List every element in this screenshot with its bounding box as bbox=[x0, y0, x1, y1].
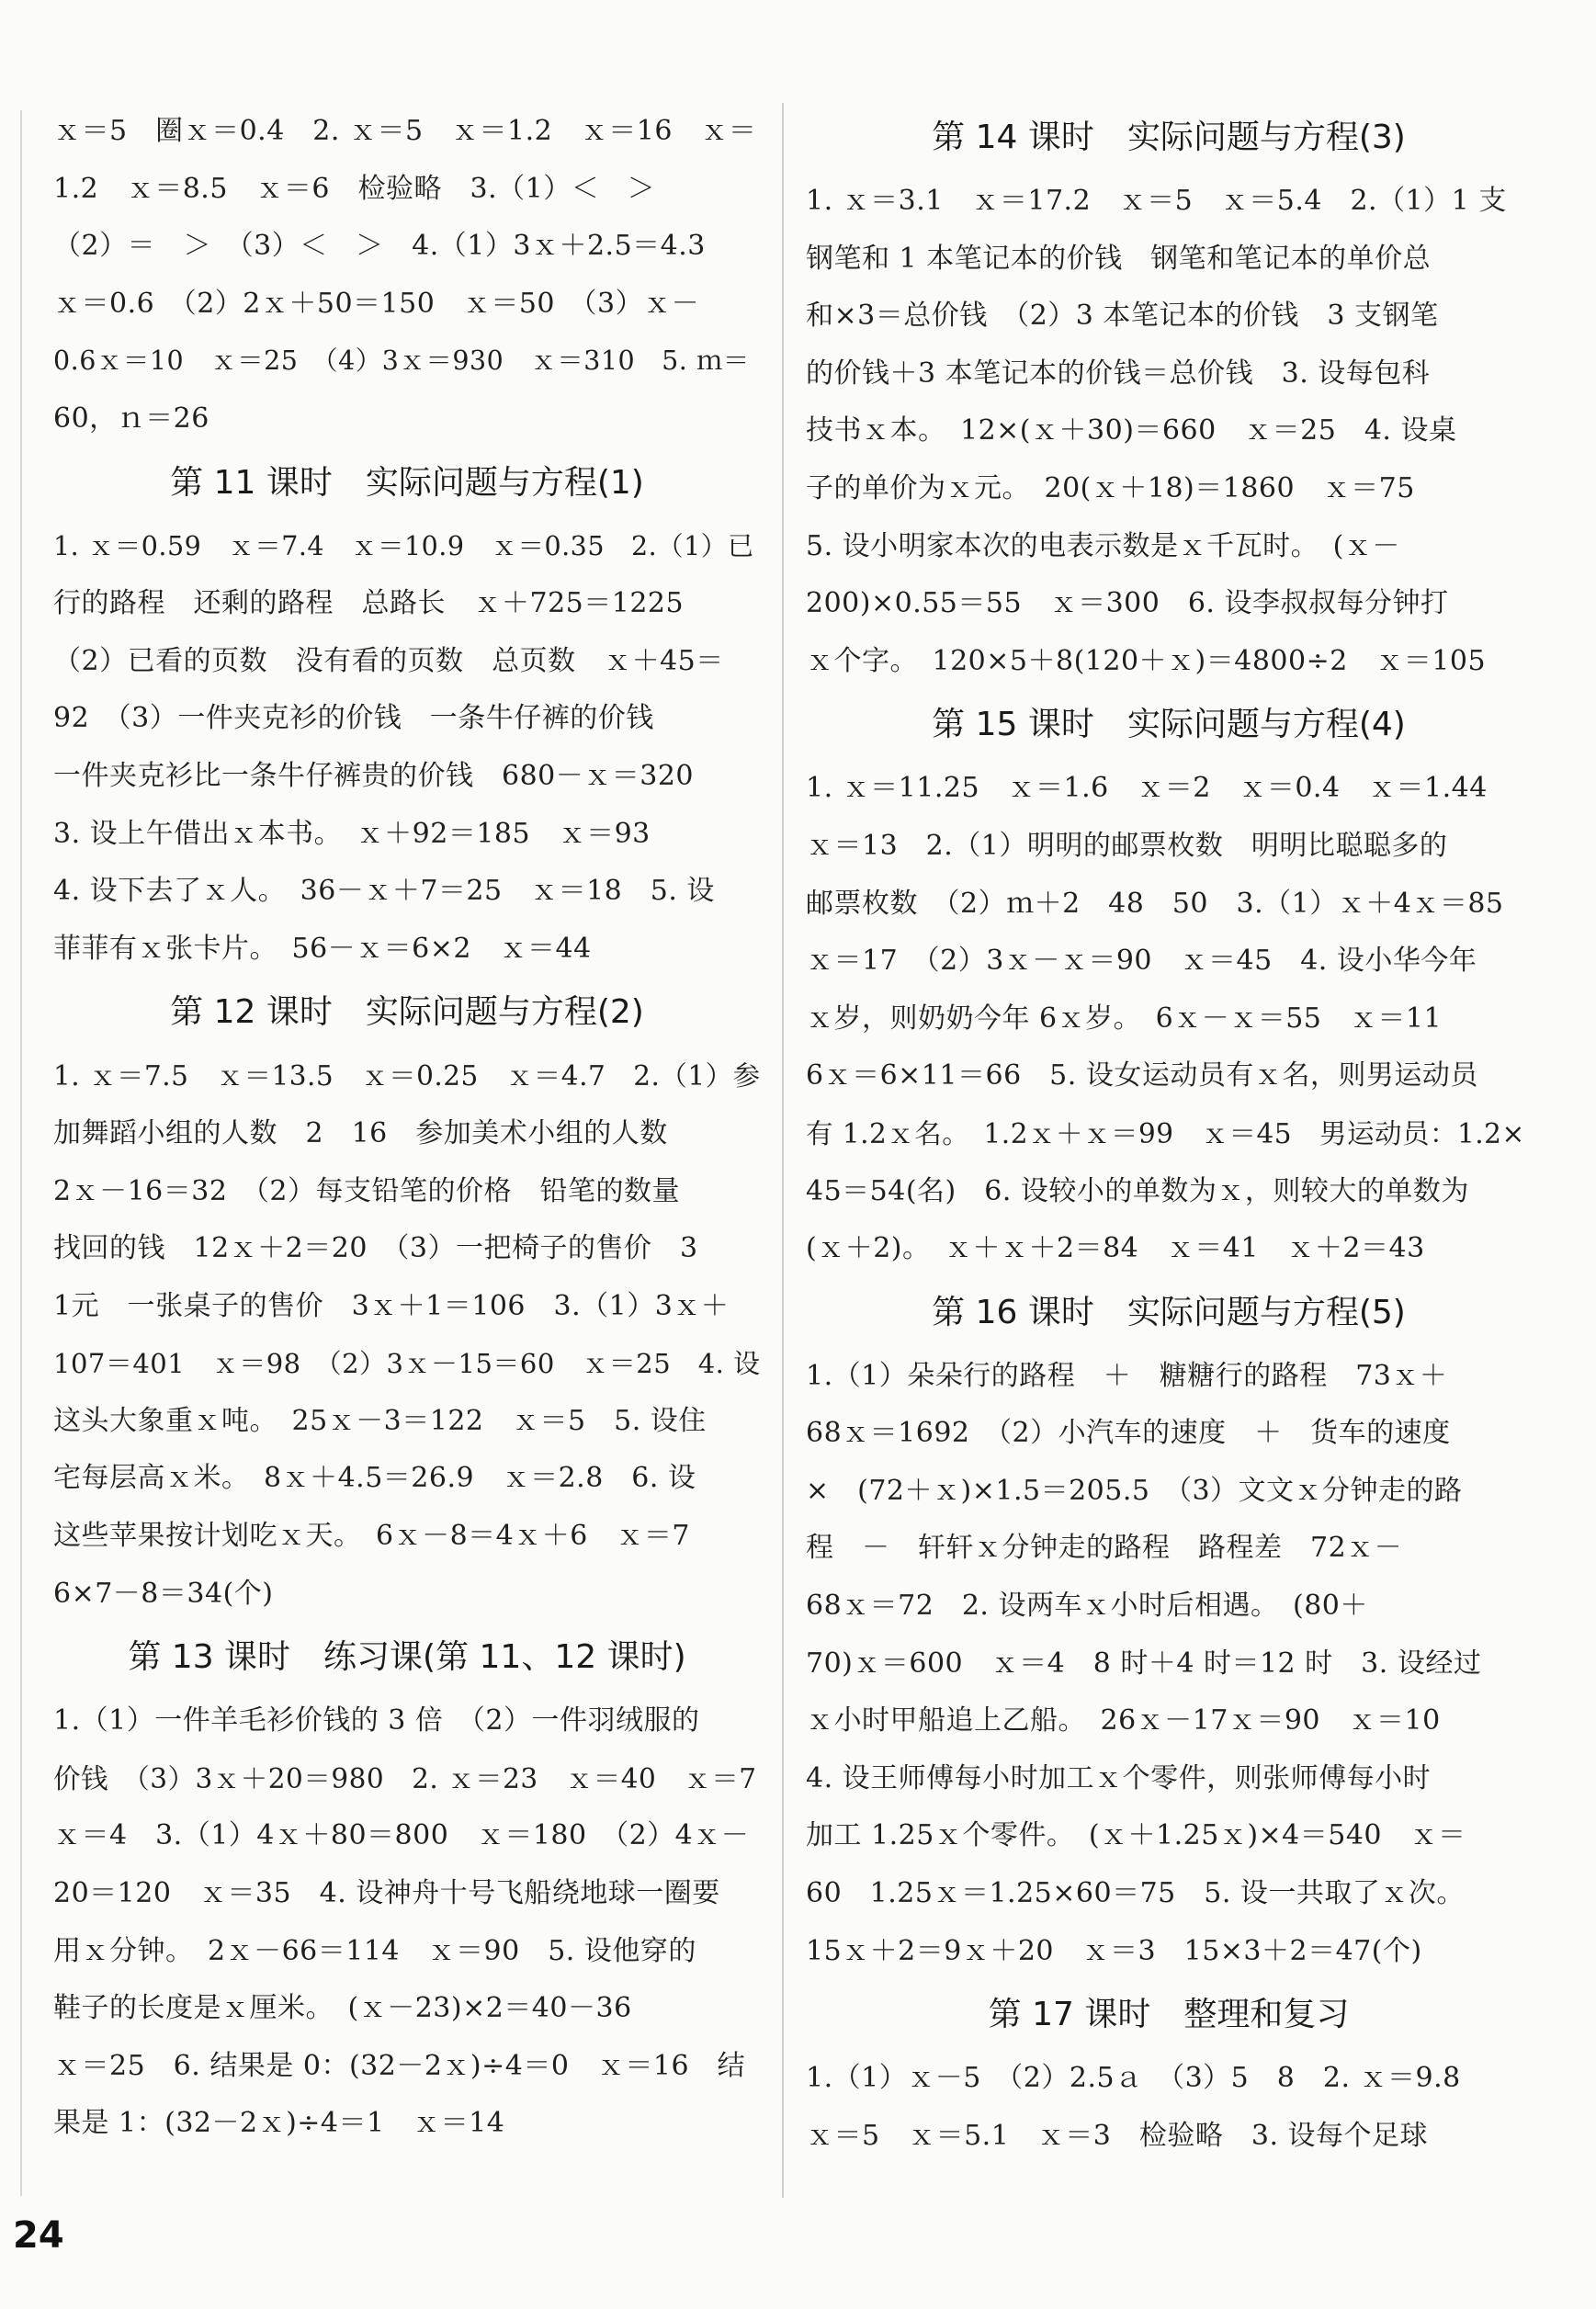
left-answer-line: 鞋子的长度是ｘ厘米。 (ｘ－23)×2＝40－36 bbox=[53, 1992, 632, 2025]
right-answer-line: 加工 1.25ｘ个零件。 (ｘ＋1.25ｘ)×4＝540 ｘ＝ bbox=[806, 1819, 1466, 1852]
right-answer-line: (ｘ＋2)。 ｘ＋ｘ＋2＝84 ｘ＝41 ｘ＋2＝43 bbox=[806, 1232, 1425, 1265]
left-answer-line: 1.2 ｘ＝8.5 ｘ＝6 检验略 3.（1）＜ ＞ bbox=[53, 172, 656, 205]
right-answer-line: 68ｘ＝1692 （2）小汽车的速度 ＋ 货车的速度 bbox=[806, 1417, 1451, 1450]
left-column bbox=[53, 103, 761, 2153]
page-number: 24 bbox=[13, 2214, 64, 2257]
right-section-heading: 第 15 课时 实际问题与方程(4) bbox=[932, 706, 1406, 744]
left-answer-line: ｘ＝0.6 （2）2ｘ＋50＝150 ｘ＝50 （3）ｘ－ bbox=[53, 287, 700, 320]
left-answer-line: 用ｘ分钟。 2ｘ－66＝114 ｘ＝90 5. 设他穿的 bbox=[53, 1934, 696, 1967]
left-answer-line: 宅每层高ｘ米。 8ｘ＋4.5＝26.9 ｘ＝2.8 6. 设 bbox=[53, 1462, 696, 1495]
left-answer-line: 20＝120 ｘ＝35 4. 设神舟十号飞船绕地球一圈要 bbox=[53, 1877, 720, 1910]
left-answer-line: 107＝401 ｘ＝98 （2）3ｘ－15＝60 ｘ＝25 4. 设 bbox=[53, 1348, 761, 1380]
left-answer-line: （2）＝ ＞ （3）＜ ＞ 4.（1）3ｘ＋2.5＝4.3 bbox=[53, 230, 706, 263]
right-answer-line: 1. ｘ＝11.25 ｘ＝1.6 ｘ＝2 ｘ＝0.4 ｘ＝1.44 bbox=[806, 772, 1488, 805]
right-answer-line: 1.（1）朵朵行的路程 ＋ 糖糖行的路程 73ｘ＋ bbox=[806, 1359, 1448, 1392]
left-answer-line: 行的路程 还剩的路程 总路长 ｘ＋725＝1225 bbox=[53, 587, 685, 620]
right-answer-line: ｘ＝17 （2）3ｘ－ｘ＝90 ｘ＝45 4. 设小华今年 bbox=[806, 945, 1477, 978]
left-answer-line: 菲菲有ｘ张卡片。 56－ｘ＝6×2 ｘ＝44 bbox=[53, 932, 592, 965]
right-answer-line: 200)×0.55＝55 ｘ＝300 6. 设李叔叔每分钟打 bbox=[806, 587, 1449, 620]
right-answer-line: ｘ岁，则奶奶今年 6ｘ岁。 6ｘ－ｘ＝55 ｘ＝11 bbox=[806, 1002, 1443, 1035]
left-answer-line: 果是 1：(32－2ｘ)÷4＝1 ｘ＝14 bbox=[53, 2107, 505, 2140]
left-answer-line: 60，ｎ＝26 bbox=[53, 402, 209, 435]
right-answer-line: 的价钱＋3 本笔记本的价钱＝总价钱 3. 设每包科 bbox=[806, 357, 1431, 390]
left-answer-line: ｘ＝5 圈ｘ＝0.4 2. ｘ＝5 ｘ＝1.2 ｘ＝16 ｘ＝ bbox=[53, 115, 757, 147]
left-answer-line: 1. ｘ＝7.5 ｘ＝13.5 ｘ＝0.25 ｘ＝4.7 2.（1）参 bbox=[53, 1060, 761, 1092]
left-section-heading: 第 11 课时 实际问题与方程(1) bbox=[170, 463, 644, 502]
left-section-heading: 第 13 课时 练习课(第 11、12 课时) bbox=[128, 1638, 686, 1677]
left-answer-line: 1元 一张桌子的售价 3ｘ＋1＝106 3.（1）3ｘ＋ bbox=[53, 1289, 730, 1322]
left-answer-line: 1.（1）一件羊毛衫价钱的 3 倍 （2）一件羽绒服的 bbox=[53, 1704, 700, 1737]
right-answer-line: 程 － 轩轩ｘ分钟走的路程 路程差 72ｘ－ bbox=[806, 1532, 1403, 1565]
right-section-heading: 第 16 课时 实际问题与方程(5) bbox=[932, 1293, 1406, 1331]
right-answer-line: 技书ｘ本。 12×(ｘ＋30)＝660 ｘ＝25 4. 设桌 bbox=[806, 414, 1457, 447]
left-answer-line: 2ｘ－16＝32 （2）每支铅笔的价格 铅笔的数量 bbox=[53, 1174, 681, 1207]
left-answer-line: 4. 设下去了ｘ人。 36－ｘ＋7＝25 ｘ＝18 5. 设 bbox=[53, 875, 715, 908]
left-answer-line: 这头大象重ｘ吨。 25ｘ－3＝122 ｘ＝5 5. 设住 bbox=[53, 1404, 707, 1437]
right-answer-line: ｘ＝13 2.（1）明明的邮票枚数 明明比聪聪多的 bbox=[806, 829, 1448, 862]
right-answer-line: 钢笔和 1 本笔记本的价钱 钢笔和笔记本的单价总 bbox=[806, 242, 1432, 275]
right-answer-line: ｘ＝5 ｘ＝5.1 ｘ＝3 检验略 3. 设每个足球 bbox=[806, 2119, 1429, 2152]
left-answer-line: 找回的钱 12ｘ＋2＝20 （3）一把椅子的售价 3 bbox=[53, 1232, 698, 1265]
right-answer-line: 和×3＝总价钱 （2）3 本笔记本的价钱 3 支钢笔 bbox=[806, 300, 1439, 333]
right-answer-line: 1. ｘ＝3.1 ｘ＝17.2 ｘ＝5 ｘ＝5.4 2.（1）1 支 bbox=[806, 185, 1507, 217]
left-answer-line: ｘ＝25 6. 结果是 0：(32－2ｘ)÷4＝0 ｘ＝16 结 bbox=[53, 2049, 746, 2082]
right-answer-line: 1.（1）ｘ－5 （2）2.5ａ （3）5 8 2. ｘ＝9.8 bbox=[806, 2062, 1461, 2095]
right-answer-line: 6ｘ＝6×11＝66 5. 设女运动员有ｘ名，则男运动员 bbox=[806, 1059, 1478, 1092]
left-answer-line: ｘ＝4 3.（1）4ｘ＋80＝800 ｘ＝180 （2）4ｘ－ bbox=[53, 1819, 750, 1852]
left-answer-line: 0.6ｘ＝10 ｘ＝25 （4）3ｘ＝930 ｘ＝310 5. ｍ＝ bbox=[53, 345, 750, 377]
left-answer-line: 加舞蹈小组的人数 2 16 参加美术小组的人数 bbox=[53, 1116, 668, 1149]
right-section-heading: 第 17 课时 整理和复习 bbox=[988, 1996, 1350, 2034]
right-answer-line: 15ｘ＋2＝9ｘ＋20 ｘ＝3 15×3＋2＝47(个) bbox=[806, 1934, 1422, 1967]
left-answer-line: 价钱 （3）3ｘ＋20＝980 2. ｘ＝23 ｘ＝40 ｘ＝7 bbox=[53, 1762, 757, 1794]
column-divider bbox=[782, 103, 784, 2198]
right-answer-line: 5. 设小明家本次的电表示数是ｘ千瓦时。 (ｘ－ bbox=[806, 529, 1400, 562]
right-answer-line: 70)ｘ＝600 ｘ＝4 8 时＋4 时＝12 时 3. 设经过 bbox=[806, 1647, 1482, 1680]
left-answer-line: 1. ｘ＝0.59 ｘ＝7.4 ｘ＝10.9 ｘ＝0.35 2.（1）已 bbox=[53, 530, 754, 561]
left-answer-line: 6×7－8＝34(个) bbox=[53, 1577, 274, 1610]
right-answer-line: 68ｘ＝72 2. 设两车ｘ小时后相遇。 (80＋ bbox=[806, 1590, 1368, 1623]
right-answer-line: 邮票枚数 （2）ｍ＋2 48 50 3.（1）ｘ＋4ｘ＝85 bbox=[806, 887, 1504, 920]
right-section-heading: 第 14 课时 实际问题与方程(3) bbox=[932, 119, 1406, 156]
right-answer-line: ｘ小时甲船追上乙船。 26ｘ－17ｘ＝90 ｘ＝10 bbox=[806, 1704, 1441, 1737]
right-column bbox=[806, 103, 1532, 2165]
left-answer-line: 一件夹克衫比一条牛仔裤贵的价钱 680－ｘ＝320 bbox=[53, 759, 695, 792]
right-answer-line: 4. 设王师傅每小时加工ｘ个零件，则张师傅每小时 bbox=[806, 1761, 1432, 1794]
left-answer-line: 这些苹果按计划吃ｘ天。 6ｘ－8＝4ｘ＋6 ｘ＝7 bbox=[53, 1520, 690, 1553]
left-answer-line: 3. 设上午借出ｘ本书。 ｘ＋92＝185 ｘ＝93 bbox=[53, 817, 651, 850]
right-answer-line: 60 1.25ｘ＝1.25×60＝75 5. 设一共取了ｘ次。 bbox=[806, 1877, 1465, 1910]
right-answer-line: ｘ个字。 120×5＋8(120＋ｘ)＝4800÷2 ｘ＝105 bbox=[806, 644, 1487, 677]
right-answer-line: × (72＋ｘ)×1.5＝205.5 （3）文文ｘ分钟走的路 bbox=[806, 1474, 1463, 1507]
left-answer-line: （2）已看的页数 没有看的页数 总页数 ｘ＋45＝ bbox=[53, 644, 724, 677]
page-edge-line bbox=[20, 110, 22, 2196]
left-section-heading: 第 12 课时 实际问题与方程(2) bbox=[170, 993, 644, 1032]
right-answer-line: 45＝54(名) 6. 设较小的单数为ｘ，则较大的单数为 bbox=[806, 1174, 1469, 1207]
right-answer-line: 有 1.2ｘ名。 1.2ｘ＋ｘ＝99 ｘ＝45 男运动员：1.2× bbox=[806, 1117, 1525, 1149]
right-answer-line: 子的单价为ｘ元。 20(ｘ＋18)＝1860 ｘ＝75 bbox=[806, 471, 1415, 504]
left-answer-line: 92 （3）一件夹克衫的价钱 一条牛仔裤的价钱 bbox=[53, 702, 654, 735]
